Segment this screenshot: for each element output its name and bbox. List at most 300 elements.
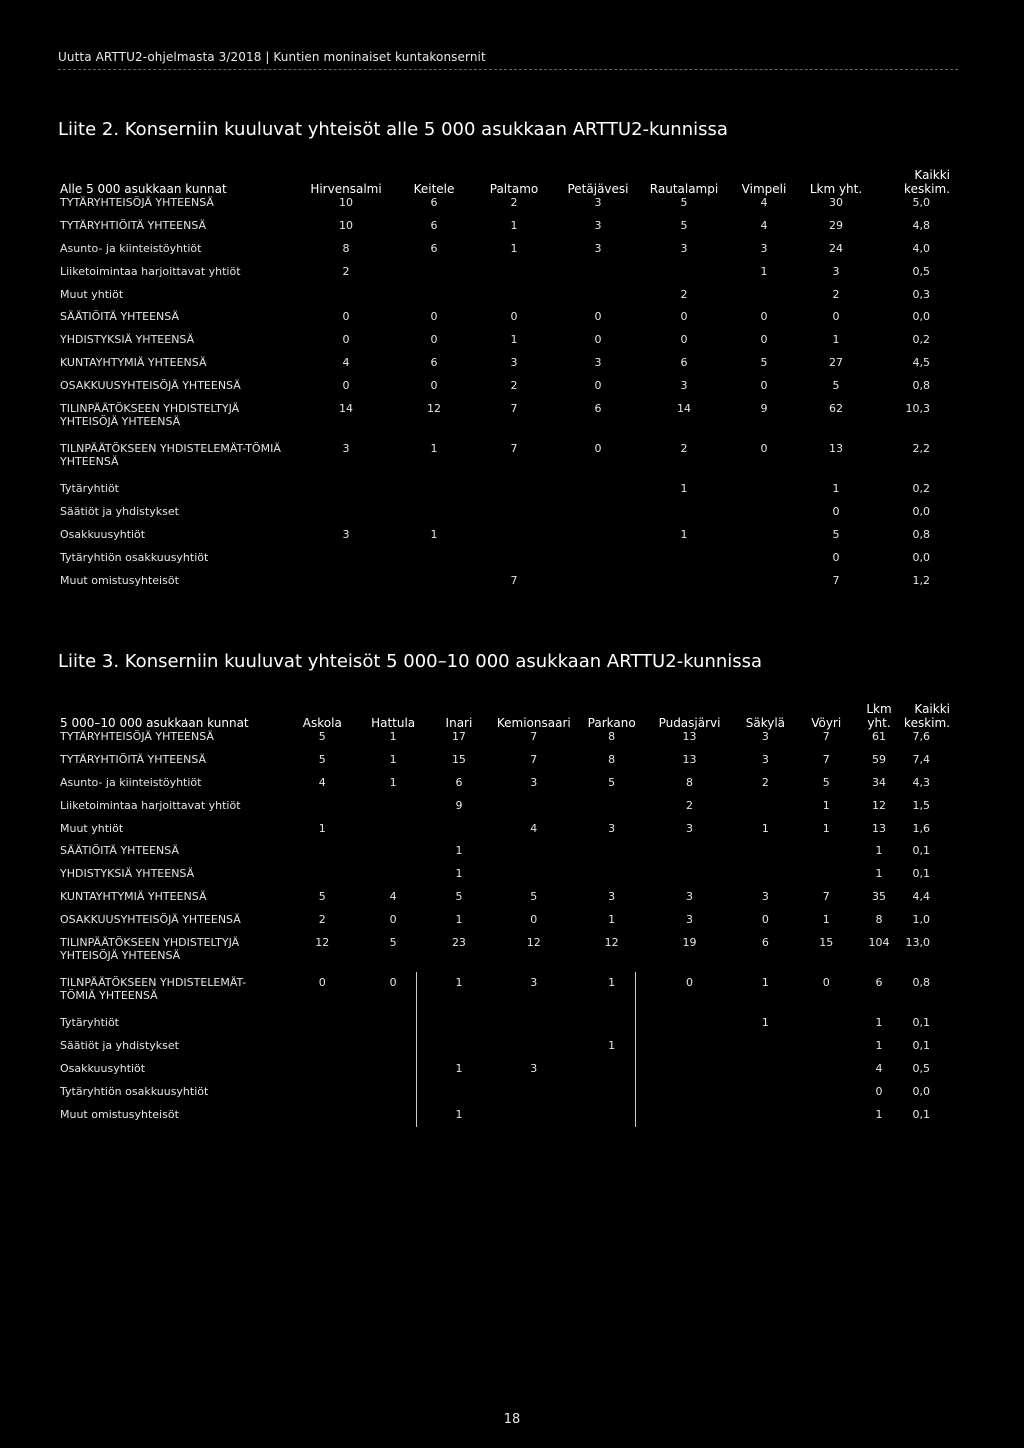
table-cell: 0 <box>875 1084 883 1098</box>
table-cell <box>285 799 359 822</box>
table-cell <box>394 505 474 528</box>
table-cell: 0 <box>680 333 688 347</box>
table-cell: 1 <box>760 264 768 278</box>
table-cell: 3 <box>608 890 616 904</box>
table-cell: 1 <box>455 867 463 881</box>
table-cell <box>798 1108 854 1131</box>
table-cell: 15 <box>819 936 834 950</box>
column-header: Keitele <box>413 182 455 196</box>
table-cell <box>285 1085 359 1108</box>
table-cell: 4,8 <box>912 218 930 232</box>
table-cell: 1 <box>822 821 830 835</box>
table-cell: 5 <box>822 775 830 789</box>
table-cell <box>285 1062 359 1085</box>
table-cell: 7 <box>822 890 830 904</box>
table-cell <box>726 482 802 505</box>
table-cell: 14 <box>339 402 353 416</box>
table-cell <box>474 288 554 311</box>
table-cell: 13 <box>829 442 843 456</box>
table-cell: 1 <box>455 1061 463 1075</box>
table-cell: 0,8 <box>912 379 930 393</box>
table-row <box>60 936 950 976</box>
table-cell: 0,1 <box>912 867 930 881</box>
table-cell <box>798 867 854 890</box>
table-cell <box>726 551 802 574</box>
table-cell: 0 <box>686 976 694 990</box>
table-row <box>60 482 950 505</box>
table-cell <box>647 1016 733 1039</box>
table-cell: 1 <box>761 821 769 835</box>
table-cell: 12 <box>872 798 887 812</box>
table-cell <box>732 867 798 890</box>
table-cell <box>285 1108 359 1131</box>
table-cell <box>642 574 726 597</box>
table-cell: 0,2 <box>912 482 930 496</box>
table-cell: 0 <box>832 550 840 564</box>
table-cell <box>298 551 394 574</box>
table-cell <box>359 867 427 890</box>
table-row <box>60 265 950 288</box>
table-cell: 2 <box>832 287 840 301</box>
table-cell: 3 <box>530 976 538 990</box>
table-cell: 10,3 <box>905 402 930 416</box>
table-cell <box>732 799 798 822</box>
table-cell <box>491 1108 577 1131</box>
table-cell <box>732 1039 798 1062</box>
table-cell: 0 <box>594 442 602 456</box>
table-cell <box>577 844 647 867</box>
table-cell: 6 <box>875 976 883 990</box>
table-cell <box>427 1039 491 1062</box>
column-header: Kaikki keskim. <box>904 702 950 730</box>
table-cell: 29 <box>829 218 843 232</box>
row-label: TILNPÄÄTÖKSEEN YHDISTELEMÄT-TÖMIÄ YHTEENSÄ <box>60 442 281 469</box>
column-header: Vöyri <box>811 716 842 730</box>
table-cell <box>647 1062 733 1085</box>
row-label: TYTÄRYHTEISÖJÄ YHTEENSÄ <box>60 730 214 743</box>
table-cell: 1 <box>875 1107 883 1121</box>
table-cell: 5 <box>530 890 538 904</box>
table-cell: 34 <box>872 775 887 789</box>
table-cell: 1,5 <box>912 798 930 812</box>
table-cell: 3 <box>510 356 518 370</box>
table-cell: 62 <box>829 402 843 416</box>
table-cell: 3 <box>686 913 694 927</box>
table-cell: 61 <box>872 730 887 743</box>
table-cell <box>474 528 554 551</box>
table-cell <box>491 799 577 822</box>
table-cell: 6 <box>430 196 438 209</box>
table-cell <box>577 1016 647 1039</box>
table-row <box>60 776 950 799</box>
table-cell <box>642 551 726 574</box>
table-cell: 0 <box>594 333 602 347</box>
table-cell: 3 <box>761 890 769 904</box>
table-cell: 8 <box>342 241 350 255</box>
table-cell: 3 <box>342 527 350 541</box>
table-cell: 4,5 <box>912 356 930 370</box>
table-cell: 6 <box>430 356 438 370</box>
table-cell <box>642 265 726 288</box>
table-row <box>60 844 950 867</box>
table-row <box>60 505 950 528</box>
table-cell <box>285 844 359 867</box>
table-cell: 12 <box>315 936 330 950</box>
liite3-title: Liite 3. Konserniin kuuluvat yhteisöt 5 000–10 000 asukkaan ARTTU2-kunnissa <box>58 651 763 672</box>
row-header-column: 5 000–10 000 asukkaan kunnat <box>60 716 249 730</box>
column-header: Inari <box>445 716 473 730</box>
row-header-column: Alle 5 000 asukkaan kunnat <box>60 182 227 196</box>
table-cell: 1 <box>430 442 438 456</box>
table-cell: 0 <box>680 310 688 324</box>
table-cell: 7 <box>510 402 518 416</box>
table-cell: 3 <box>594 356 602 370</box>
row-label: Asunto- ja kiinteistöyhtiöt <box>60 241 202 255</box>
table-cell <box>732 1062 798 1085</box>
row-label: YHDISTYKSIÄ YHTEENSÄ <box>60 867 195 881</box>
table-cell: 4 <box>760 218 768 232</box>
table-cell: 13 <box>682 752 697 766</box>
table-cell <box>359 799 427 822</box>
table-cell: 1 <box>455 844 463 858</box>
table-cell: 0 <box>822 976 830 990</box>
table-cell: 3 <box>686 821 694 835</box>
table-cell <box>798 1062 854 1085</box>
table-cell: 0 <box>832 504 840 518</box>
table-cell: 4,4 <box>912 890 930 904</box>
table-row <box>60 574 950 597</box>
table-cell <box>577 1108 647 1131</box>
table-cell <box>427 1016 491 1039</box>
table-cell <box>577 867 647 890</box>
table-cell: 4 <box>342 356 350 370</box>
table-cell: 3 <box>680 241 688 255</box>
table-row <box>60 730 950 753</box>
table-cell: 4 <box>389 890 397 904</box>
row-label: Osakkuusyhtiöt <box>60 527 146 541</box>
table-row <box>60 219 950 242</box>
table-cell: 27 <box>829 356 843 370</box>
row-label: Muut omistusyhteisöt <box>60 573 179 587</box>
table-cell: 6 <box>594 402 602 416</box>
table-cell <box>359 844 427 867</box>
table-cell: 8 <box>686 775 694 789</box>
table-cell: 13,0 <box>905 936 930 950</box>
table-cell: 1 <box>455 1107 463 1121</box>
table-cell: 0 <box>510 310 518 324</box>
table-cell: 9 <box>760 402 768 416</box>
table-cell: 0 <box>530 913 538 927</box>
table-cell: 5 <box>318 890 326 904</box>
table-cell <box>726 528 802 551</box>
table-row <box>60 196 950 219</box>
table-cell: 0,8 <box>912 527 930 541</box>
table-cell: 8 <box>608 730 616 743</box>
row-label: YHDISTYKSIÄ YHTEENSÄ <box>60 333 195 347</box>
table-cell: 12 <box>604 936 619 950</box>
table-cell: 6 <box>680 356 688 370</box>
table-cell: 0 <box>761 913 769 927</box>
column-header: Lkm yht. <box>809 182 863 196</box>
table-cell <box>491 867 577 890</box>
row-label: Liiketoimintaa harjoittavat yhtiöt <box>60 798 241 812</box>
row-label: Muut yhtiöt <box>60 821 124 835</box>
table-cell: 1 <box>822 798 830 812</box>
row-label: Osakkuusyhtiöt <box>60 1061 146 1075</box>
liite2-table <box>60 168 950 596</box>
row-label: KUNTAYHTYMIÄ YHTEENSÄ <box>60 356 207 370</box>
table-cell: 3 <box>594 241 602 255</box>
row-label: KUNTAYHTYMIÄ YHTEENSÄ <box>60 890 207 904</box>
table-cell <box>298 574 394 597</box>
table-cell: 0 <box>760 333 768 347</box>
table-cell: 5 <box>455 890 463 904</box>
table-cell: 4 <box>530 821 538 835</box>
table-row <box>60 356 950 379</box>
table-cell: 5 <box>760 356 768 370</box>
table-cell: 13 <box>872 821 887 835</box>
table-cell: 0,2 <box>912 333 930 347</box>
table-row <box>60 867 950 890</box>
table-cell <box>642 505 726 528</box>
table-cell <box>726 574 802 597</box>
table-cell <box>647 844 733 867</box>
table-row <box>60 379 950 402</box>
column-header: Säkylä <box>745 716 785 730</box>
table-cell <box>394 265 474 288</box>
table-cell <box>474 265 554 288</box>
table-cell: 0 <box>430 333 438 347</box>
table-cell: 2,2 <box>912 442 930 456</box>
row-label: SÄÄTIÖITÄ YHTEENSÄ <box>60 310 179 324</box>
row-label: Säätiöt ja yhdistykset <box>60 504 179 518</box>
table-cell: 1 <box>318 821 326 835</box>
table-cell: 0,5 <box>912 1061 930 1075</box>
table-cell: 7 <box>822 730 830 743</box>
table-cell <box>798 844 854 867</box>
table-cell: 7 <box>510 573 518 587</box>
table-cell <box>474 551 554 574</box>
table-cell: 2 <box>510 196 518 209</box>
table-cell: 0,5 <box>912 264 930 278</box>
table-cell <box>359 822 427 845</box>
table-cell: 6 <box>455 775 463 789</box>
table-cell: 2 <box>686 798 694 812</box>
column-header: Lkm yht. <box>866 702 892 730</box>
row-label: TYTÄRYHTIÖITÄ YHTEENSÄ <box>60 752 207 766</box>
table-cell: 0 <box>342 379 350 393</box>
header-rule <box>58 69 958 70</box>
table-cell <box>647 1085 733 1108</box>
table-cell: 1,6 <box>912 821 930 835</box>
table-cell <box>554 528 642 551</box>
table-cell: 8 <box>875 913 883 927</box>
table-row <box>60 1039 950 1062</box>
table-cell: 3 <box>680 379 688 393</box>
table-row <box>60 822 950 845</box>
table-cell <box>394 288 474 311</box>
table-cell: 0 <box>594 379 602 393</box>
table-cell: 3 <box>342 442 350 456</box>
table-cell <box>285 1016 359 1039</box>
table-cell: 0,1 <box>912 844 930 858</box>
table-row <box>60 1085 950 1108</box>
table-cell: 0 <box>342 333 350 347</box>
table-cell: 0,1 <box>912 1107 930 1121</box>
table-cell: 1 <box>822 913 830 927</box>
table-cell: 1 <box>510 218 518 232</box>
row-label: Liiketoimintaa harjoittavat yhtiöt <box>60 264 241 278</box>
row-label: Muut omistusyhteisöt <box>60 1107 179 1121</box>
table-cell: 15 <box>451 752 466 766</box>
row-label: Tytäryhtiöt <box>60 1016 119 1030</box>
table-row <box>60 288 950 311</box>
table-cell: 1 <box>875 1038 883 1052</box>
table-cell: 1 <box>875 867 883 881</box>
row-label: Tytäryhtiöt <box>60 482 119 496</box>
table-cell: 1 <box>455 913 463 927</box>
table-cell: 5 <box>318 730 326 743</box>
table-cell <box>732 844 798 867</box>
table-cell: 7 <box>530 730 538 743</box>
table-cell <box>726 505 802 528</box>
table-row <box>60 442 950 482</box>
table-cell <box>298 482 394 505</box>
table-row <box>60 402 950 442</box>
table-cell <box>554 505 642 528</box>
table-cell: 1,0 <box>912 913 930 927</box>
table-cell: 24 <box>829 241 843 255</box>
table-cell <box>732 1085 798 1108</box>
column-header: Pudasjärvi <box>658 716 721 730</box>
table-cell: 104 <box>868 936 890 950</box>
table-cell <box>732 1108 798 1131</box>
table-cell: 0,1 <box>912 1038 930 1052</box>
table-cell <box>491 1016 577 1039</box>
table-cell <box>577 1085 647 1108</box>
table-row <box>60 333 950 356</box>
table-row <box>60 890 950 913</box>
column-header: Kaikki keskim. <box>904 168 950 196</box>
table-cell <box>726 288 802 311</box>
table-cell <box>554 482 642 505</box>
table-cell: 0,8 <box>912 976 930 990</box>
table-cell: 0 <box>594 310 602 324</box>
table-cell <box>554 288 642 311</box>
table-cell: 0 <box>342 310 350 324</box>
table-cell <box>474 505 554 528</box>
table-cell: 3 <box>530 775 538 789</box>
table-cell: 0 <box>760 442 768 456</box>
table-cell: 2 <box>510 379 518 393</box>
column-divider <box>635 972 636 1127</box>
table-cell: 6 <box>430 218 438 232</box>
table-cell: 1 <box>680 527 688 541</box>
table-cell: 4 <box>318 775 326 789</box>
table-cell: 1 <box>832 482 840 496</box>
table-cell: 0 <box>760 379 768 393</box>
table-cell <box>427 822 491 845</box>
table-cell: 1,2 <box>912 573 930 587</box>
table-cell: 1 <box>389 730 397 743</box>
table-cell: 0,0 <box>912 550 930 564</box>
table-cell: 3 <box>608 821 616 835</box>
table-cell: 0,3 <box>912 287 930 301</box>
table-cell: 5 <box>832 379 840 393</box>
table-cell <box>394 482 474 505</box>
table-cell: 5,0 <box>912 196 930 209</box>
table-cell: 6 <box>761 936 769 950</box>
row-label: Tytäryhtiön osakkuusyhtiöt <box>60 1084 209 1098</box>
running-header: Uutta ARTTU2-ohjelmasta 3/2018 | Kuntien moninaiset kuntakonsernit <box>58 50 486 64</box>
table-cell: 59 <box>872 752 887 766</box>
table-cell: 23 <box>451 936 466 950</box>
table-cell: 2 <box>318 913 326 927</box>
column-header: Parkano <box>587 716 636 730</box>
table-cell: 7,4 <box>912 752 930 766</box>
table-cell: 1 <box>430 527 438 541</box>
table-cell <box>394 551 474 574</box>
table-cell: 0 <box>430 310 438 324</box>
table-cell: 1 <box>680 482 688 496</box>
table-cell: 0 <box>389 976 397 990</box>
row-label: TILINPÄÄTÖKSEEN YHDISTELTYJÄ YHTEISÖJÄ YHTEENSÄ <box>60 936 240 963</box>
table-cell: 7 <box>510 442 518 456</box>
table-cell: 0,0 <box>912 310 930 324</box>
table-cell <box>474 482 554 505</box>
table-cell: 5 <box>389 936 397 950</box>
column-header: Petäjävesi <box>567 182 629 196</box>
table-row <box>60 976 950 1016</box>
table-row <box>60 242 950 265</box>
column-header: Paltamo <box>489 182 539 196</box>
row-label: SÄÄTIÖITÄ YHTEENSÄ <box>60 844 179 858</box>
table-cell: 5 <box>680 196 688 209</box>
column-header: Hattula <box>371 716 416 730</box>
table-cell: 0,1 <box>912 1016 930 1030</box>
table-cell <box>577 1062 647 1085</box>
table-cell: 1 <box>510 241 518 255</box>
table-row <box>60 551 950 574</box>
table-cell: 2 <box>680 442 688 456</box>
table-cell <box>554 574 642 597</box>
table-cell: 1 <box>455 976 463 990</box>
table-row <box>60 1016 950 1039</box>
table-cell <box>427 1085 491 1108</box>
table-cell <box>647 1108 733 1131</box>
table-cell: 0 <box>832 310 840 324</box>
table-cell: 4 <box>875 1061 883 1075</box>
table-cell: 5 <box>680 218 688 232</box>
table-cell: 1 <box>761 1016 769 1030</box>
table-cell: 10 <box>339 218 353 232</box>
table-cell: 4 <box>760 196 768 209</box>
table-cell <box>491 1085 577 1108</box>
table-cell <box>285 1039 359 1062</box>
column-header: Kemionsaari <box>496 716 571 730</box>
column-header: Askola <box>302 716 342 730</box>
table-cell <box>491 1039 577 1062</box>
table-cell <box>577 799 647 822</box>
row-label: TYTÄRYHTEISÖJÄ YHTEENSÄ <box>60 196 214 209</box>
column-divider <box>416 972 417 1127</box>
table-cell: 3 <box>530 1061 538 1075</box>
table-cell: 3 <box>686 890 694 904</box>
table-cell: 3 <box>761 752 769 766</box>
row-label: OSAKKUUSYHTEISÖJÄ YHTEENSÄ <box>60 913 241 927</box>
row-label: Tytäryhtiön osakkuusyhtiöt <box>60 550 209 564</box>
page-number: 18 <box>503 1412 521 1427</box>
